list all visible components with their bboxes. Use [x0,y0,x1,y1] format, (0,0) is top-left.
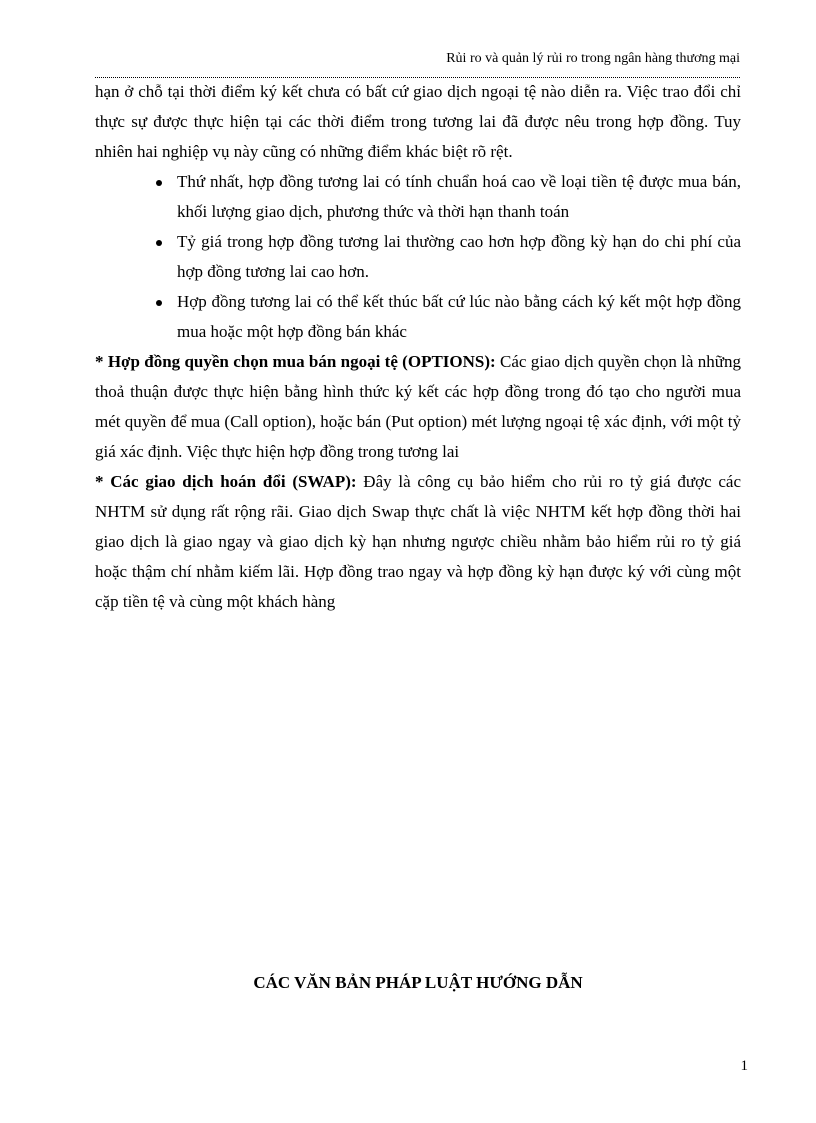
bullet-icon [156,300,162,306]
running-header: Rủi ro và quản lý rủi ro trong ngân hàng thương mại [446,51,740,66]
bullet-list [95,167,741,347]
section-heading: CÁC VĂN BẢN PHÁP LUẬT HƯỚNG DẪN [253,973,583,992]
swap-title: * Các giao dịch hoán đổi (SWAP): [95,472,357,491]
intro-paragraph: hạn ở chỗ tại thời điểm ký kết chưa có bất cứ giao dịch ngoại tệ nào diễn ra. Việc trao đổi chỉ thực sự được thực hiện tại các thời điểm trong tương lai đã được nêu trong hợp đồng. Tuy nhiên hai nghiệp vụ này cũng có những điểm khác biệt rõ rệt. [95,82,741,161]
page-body [95,77,741,617]
bullet-text: Thứ nhất, hợp đồng tương lai có tính chuẩn hoá cao về loại tiền tệ được mua bán, khối lượng giao dịch, phương thức và thời hạn thanh toán [177,172,741,221]
bullet-icon [156,240,162,246]
swap-paragraph [95,467,741,617]
page-number: 1 [740,1058,748,1074]
options-body: Các giao dịch quyền chọn là những thoả thuận được thực hiện bằng hình thức ký kết các hợp đồng trong đó tạo cho người mua mét quyền để mua (Call option), hoặc bán (Put option) mét lượng ngoại tệ xác định, với một tỷ giá xác định. Việc thực hiện hợp đồng trong tương lai [95,352,741,461]
list-item [95,167,741,227]
list-item [95,227,741,287]
bullet-icon [156,180,162,186]
bullet-text: Hợp đồng tương lai có thể kết thúc bất cứ lúc nào bằng cách ký kết một hợp đồng mua hoặc một hợp đồng bán khác [177,292,741,341]
list-item [95,287,741,347]
options-paragraph [95,347,741,467]
options-title: * Hợp đồng quyền chọn mua bán ngoại tệ (OPTIONS): [95,352,496,371]
swap-body: Đây là công cụ bảo hiểm cho rủi ro tỷ giá được các NHTM sử dụng rất rộng rãi. Giao dịch Swap thực chất là việc NHTM kết hợp đồng thời hai giao dịch là giao ngay và giao dịch kỳ hạn nhưng ngược chiều nhằm bảo hiểm rủi ro tỷ giá hoặc thậm chí nhằm kiếm lãi. Hợp đồng trao ngay và hợp đồng kỳ hạn được ký với cùng một cặp tiền tệ và cùng một khách hàng [95,472,742,611]
bullet-text: Tỷ giá trong hợp đồng tương lai thường cao hơn hợp đồng kỳ hạn do chi phí của hợp đồng tương lai cao hơn. [177,232,741,281]
